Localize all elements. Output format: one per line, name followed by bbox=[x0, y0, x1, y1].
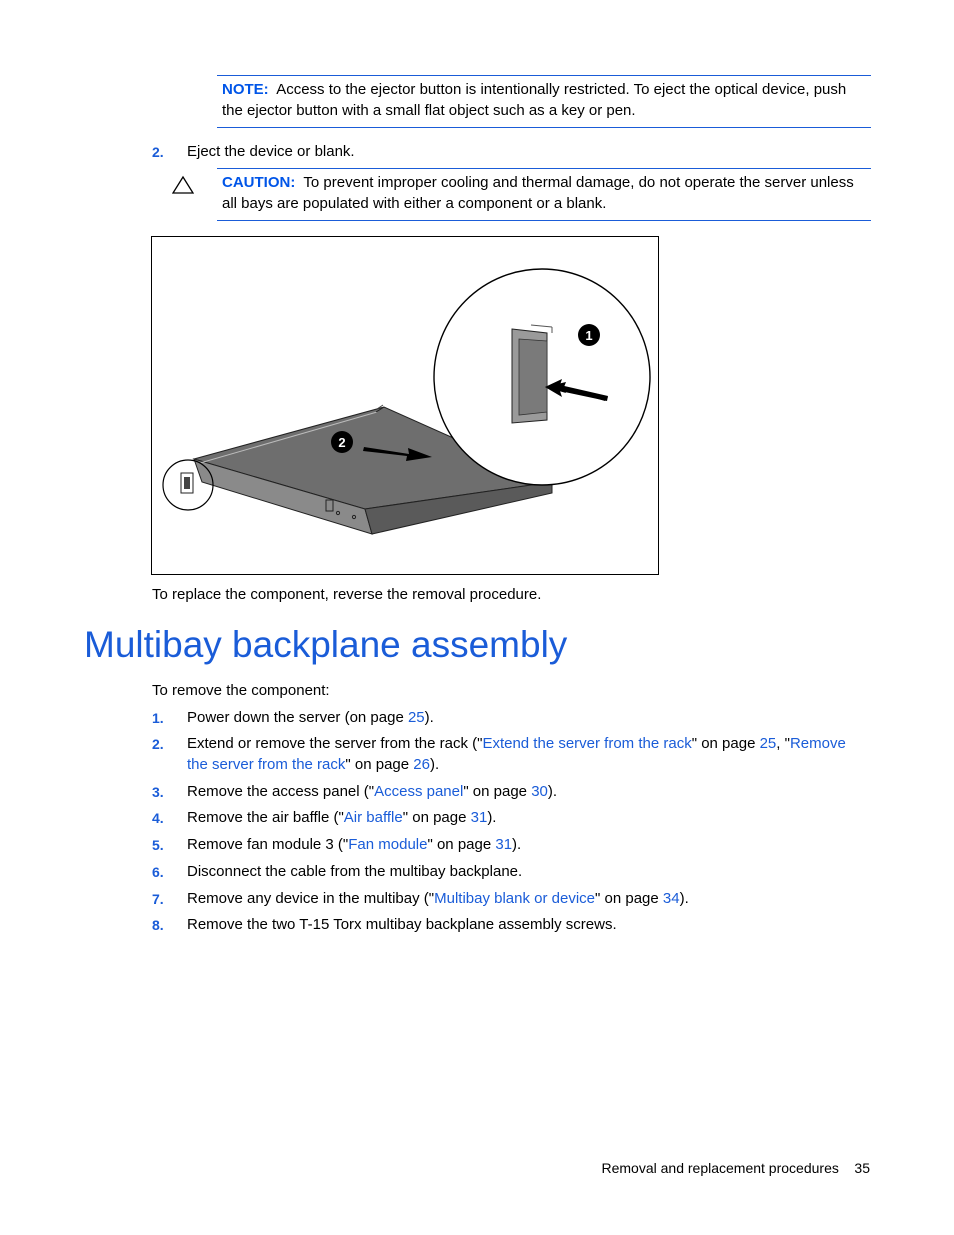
step-2-text: Extend or remove the server from the rack ("Extend the server from the rack" on page 25, "Remove the server from the rack" on page 26). bbox=[187, 735, 846, 773]
step-number: 5. bbox=[152, 837, 164, 853]
page-link[interactable]: 34 bbox=[662, 890, 680, 907]
caution-top-rule bbox=[217, 168, 871, 169]
step-number: 1. bbox=[152, 710, 164, 726]
air-baffle-link[interactable]: Air baffle bbox=[343, 809, 403, 826]
caution-line1: To prevent improper cooling and thermal damage, do not operate the server unless bbox=[303, 174, 854, 191]
page-link[interactable]: 31 bbox=[495, 836, 513, 853]
step-1-text: Power down the server (on page 25). bbox=[187, 709, 434, 726]
extend-server-link[interactable]: Extend the server from the rack bbox=[482, 735, 692, 752]
step-text: Eject the device or blank. bbox=[187, 143, 355, 160]
multibay-blank-link[interactable]: Multibay blank or device bbox=[434, 890, 596, 907]
note-bottom-rule bbox=[217, 127, 871, 128]
callout-2-text: 2 bbox=[338, 435, 346, 450]
page-link[interactable]: 26 bbox=[413, 756, 430, 773]
remove-server-link-cont[interactable]: the server from the rack bbox=[187, 756, 346, 773]
step-4-text: Remove the air baffle ("Air baffle" on page 31). bbox=[187, 809, 497, 826]
footer bbox=[602, 1158, 871, 1178]
callout-1-text: 1 bbox=[585, 328, 593, 343]
fan-module-link[interactable]: Fan module bbox=[348, 836, 428, 853]
step-number: 3. bbox=[152, 784, 164, 800]
step-number: 4. bbox=[152, 810, 164, 826]
figure-eject-device bbox=[151, 236, 659, 575]
caution-bottom-rule bbox=[217, 220, 871, 221]
step-3-text: Remove the access panel ("Access panel" on page 30). bbox=[187, 783, 558, 800]
step-5-text: Remove fan module 3 ("Fan module" on page 31). bbox=[187, 836, 522, 853]
page-link[interactable]: 25 bbox=[407, 709, 425, 726]
step-8-text: Remove the two T-15 Torx multibay backplane assembly screws. bbox=[187, 916, 617, 933]
note-line1: Access to the ejector button is intentionally restricted. To eject the optical device, push bbox=[276, 81, 847, 98]
section-title: Multibay backplane assembly bbox=[84, 624, 568, 665]
footer-page-number: 35 bbox=[854, 1160, 870, 1176]
step-6-text: Disconnect the cable from the multibay backplane. bbox=[187, 863, 523, 880]
note-label: NOTE: bbox=[222, 81, 269, 98]
note-line2: the ejector button with a small flat object such as a key or pen. bbox=[222, 102, 636, 119]
remove-server-link[interactable]: Remove bbox=[789, 735, 846, 752]
caution-icon bbox=[172, 175, 194, 195]
step-number: 7. bbox=[152, 891, 164, 907]
caution-block bbox=[222, 172, 872, 214]
intro-text: To remove the component: bbox=[152, 682, 330, 699]
step-7-text: Remove any device in the multibay ("Multibay blank or device" on page 34). bbox=[187, 890, 689, 907]
note-block bbox=[222, 79, 872, 121]
step-number: 2. bbox=[152, 144, 164, 160]
figure-illustration bbox=[152, 237, 658, 574]
access-panel-link[interactable]: Access panel bbox=[374, 783, 464, 800]
note-top-rule bbox=[217, 75, 871, 76]
caution-label: CAUTION: bbox=[222, 174, 296, 191]
step-number: 2. bbox=[152, 736, 164, 752]
replace-instruction: To replace the component, reverse the removal procedure. bbox=[152, 586, 542, 603]
page-link[interactable]: 31 bbox=[470, 809, 488, 826]
footer-section: Removal and replacement procedures bbox=[601, 1160, 839, 1176]
page-link[interactable]: 25 bbox=[759, 735, 777, 752]
step-number: 8. bbox=[152, 917, 164, 933]
caution-line2: all bays are populated with either a component or a blank. bbox=[222, 195, 607, 212]
step-number: 6. bbox=[152, 864, 164, 880]
page-link[interactable]: 30 bbox=[531, 783, 548, 800]
